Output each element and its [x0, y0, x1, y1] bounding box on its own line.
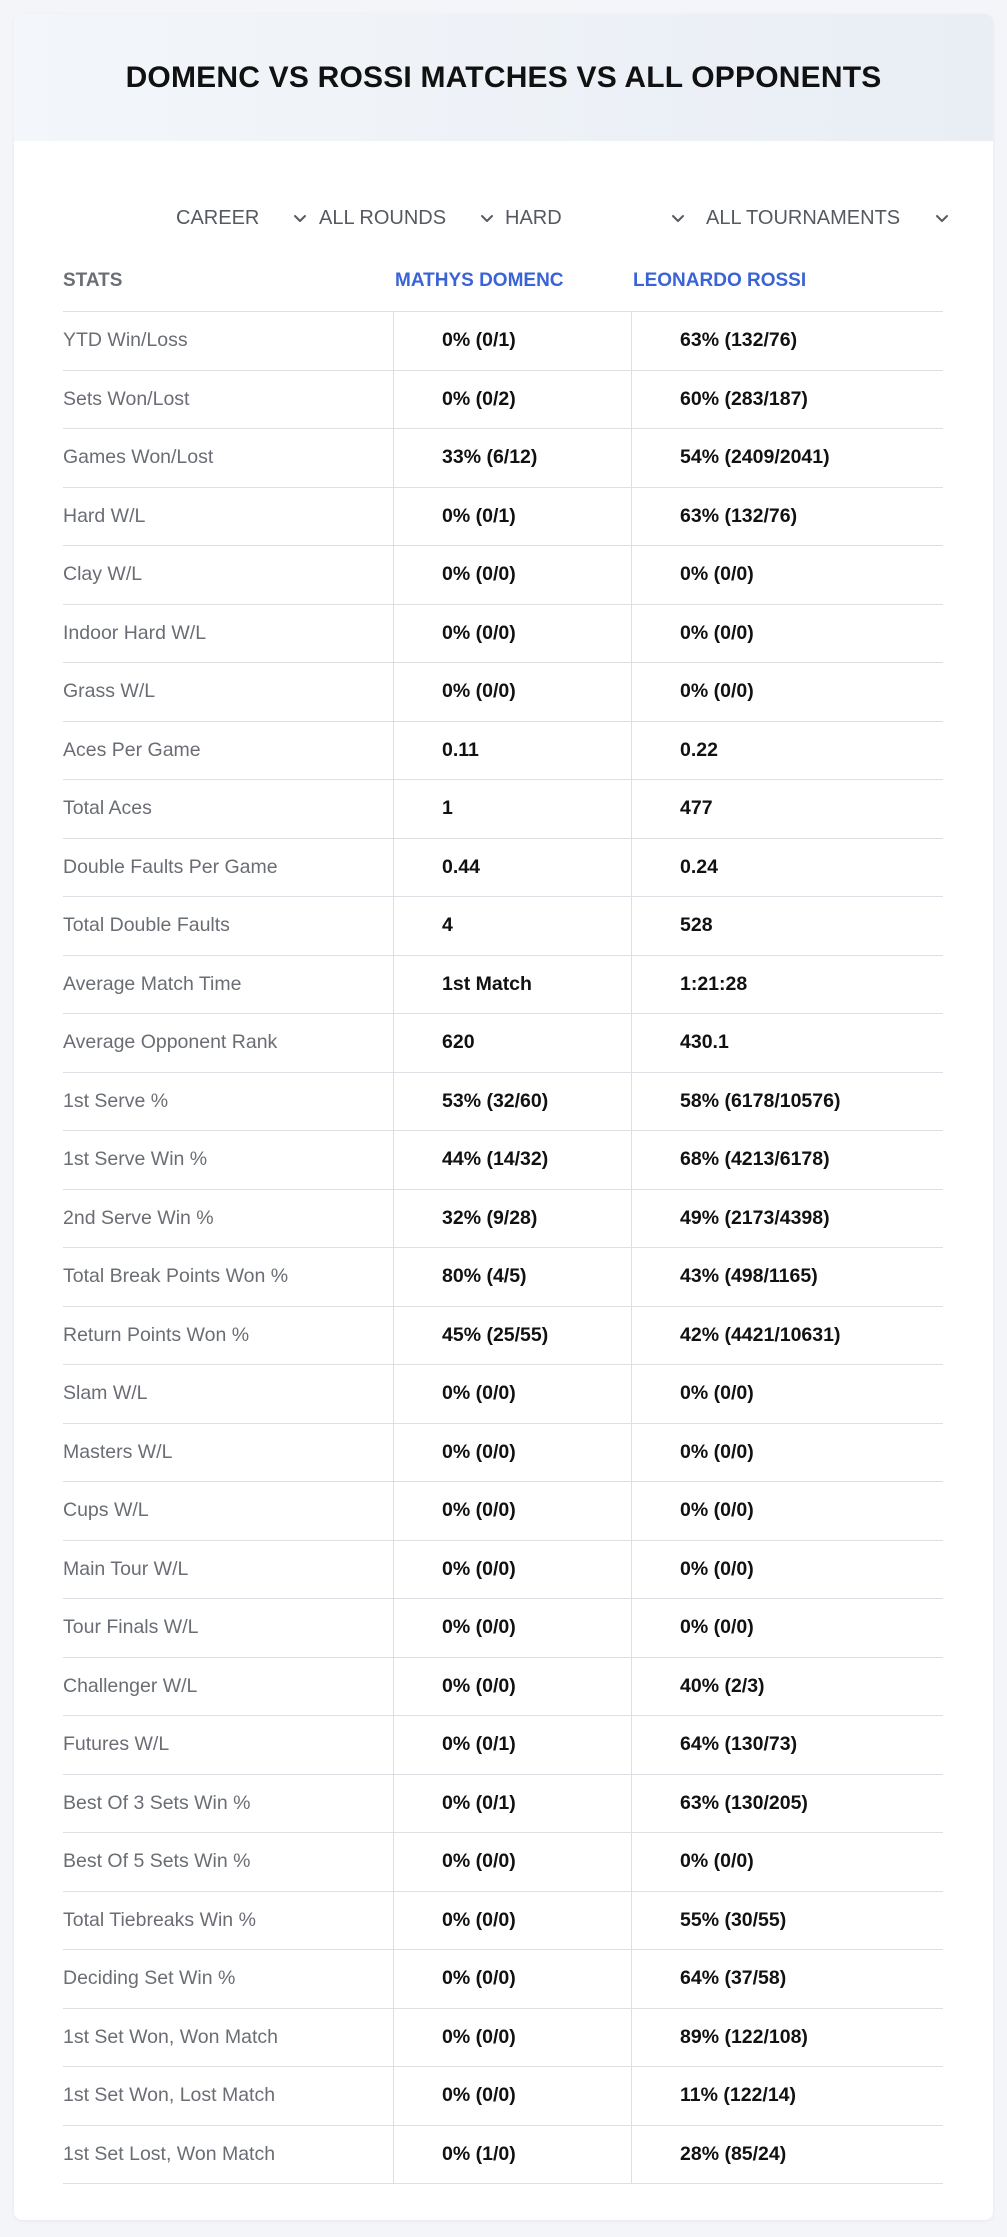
player1-value: 0% (0/0): [393, 1482, 631, 1540]
stat-label: Total Break Points Won %: [63, 1265, 289, 1288]
player1-value: 0% (0/1): [393, 312, 631, 370]
stat-label: 1st Set Won, Won Match: [63, 2025, 278, 2048]
player2-value: 0% (0/0): [631, 1482, 943, 1540]
player1-column-header[interactable]: MATHYS DOMENC: [395, 270, 564, 291]
player2-value: 0% (0/0): [631, 1541, 943, 1599]
player1-value: 4: [393, 897, 631, 955]
table-row: [63, 1658, 943, 1717]
table-row: [63, 1365, 943, 1424]
period-select[interactable]: [176, 190, 312, 246]
table-row: [63, 897, 943, 956]
stats-table: [63, 252, 943, 2184]
stat-label: Grass W/L: [63, 680, 156, 703]
table-body: [63, 312, 943, 2184]
table-row: [63, 1716, 943, 1775]
chevron-down-icon: [930, 206, 954, 230]
table-row: [63, 1190, 943, 1249]
player1-value: 0% (0/2): [393, 371, 631, 429]
table-row: [63, 1131, 943, 1190]
player1-value: 1st Match: [393, 956, 631, 1014]
stat-label: Total Double Faults: [63, 914, 230, 937]
stat-label: 2nd Serve Win %: [63, 1206, 214, 1229]
table-row: [63, 371, 943, 430]
stat-label: Return Points Won %: [63, 1323, 250, 1346]
stat-label: Best Of 5 Sets Win %: [63, 1850, 251, 1873]
player2-value: 49% (2173/4398): [631, 1190, 943, 1248]
player2-value: 11% (122/14): [631, 2067, 943, 2125]
player1-value: 0% (0/0): [393, 1541, 631, 1599]
table-row: [63, 780, 943, 839]
table-row: [63, 488, 943, 547]
player2-value: 43% (498/1165): [631, 1248, 943, 1306]
stat-label: Total Tiebreaks Win %: [63, 1908, 256, 1931]
stat-label: Best Of 3 Sets Win %: [63, 1791, 251, 1814]
player1-value: 33% (6/12): [393, 429, 631, 487]
table-row: [63, 2126, 943, 2185]
table-row: [63, 1307, 943, 1366]
stat-label: Sets Won/Lost: [63, 387, 190, 410]
player2-value: 60% (283/187): [631, 371, 943, 429]
player2-value: 0.24: [631, 839, 943, 897]
table-row: [63, 1833, 943, 1892]
player1-value: 0% (0/0): [393, 1365, 631, 1423]
stat-label: 1st Serve %: [63, 1089, 169, 1112]
stat-label: Slam W/L: [63, 1382, 148, 1405]
player2-value: 89% (122/108): [631, 2009, 943, 2067]
table-row: [63, 429, 943, 488]
table-row: [63, 1950, 943, 2009]
player1-value: 0% (0/1): [393, 1716, 631, 1774]
player2-value: 63% (132/76): [631, 312, 943, 370]
table-row: [63, 1599, 943, 1658]
stat-label: Games Won/Lost: [63, 446, 214, 469]
tournament-select[interactable]: [706, 190, 954, 246]
player1-value: 80% (4/5): [393, 1248, 631, 1306]
table-row: [63, 1541, 943, 1600]
stat-label: Average Opponent Rank: [63, 1031, 278, 1054]
player2-value: 0% (0/0): [631, 605, 943, 663]
stat-label: Tour Finals W/L: [63, 1616, 199, 1639]
table-row: [63, 2067, 943, 2126]
stat-label: 1st Serve Win %: [63, 1148, 208, 1171]
player2-value: 28% (85/24): [631, 2126, 943, 2184]
player1-value: 0% (0/0): [393, 663, 631, 721]
player1-value: 32% (9/28): [393, 1190, 631, 1248]
player2-value: 477: [631, 780, 943, 838]
player2-value: 430.1: [631, 1014, 943, 1072]
player1-value: 620: [393, 1014, 631, 1072]
player1-value: 53% (32/60): [393, 1073, 631, 1131]
stat-label: Main Tour W/L: [63, 1557, 189, 1580]
table-row: [63, 722, 943, 781]
stat-label: Cups W/L: [63, 1499, 149, 1522]
player1-value: 45% (25/55): [393, 1307, 631, 1365]
table-row: [63, 663, 943, 722]
table-row: [63, 2009, 943, 2068]
page-title: DOMENC VS ROSSI MATCHES VS ALL OPPONENTS: [125, 60, 882, 94]
player1-value: 0% (0/0): [393, 546, 631, 604]
player1-value: 0% (0/0): [393, 1424, 631, 1482]
player1-value: 0.44: [393, 839, 631, 897]
player1-value: 0% (0/0): [393, 2067, 631, 2125]
stat-label: Total Aces: [63, 797, 152, 820]
stat-label: 1st Set Won, Lost Match: [63, 2084, 276, 2107]
round-select[interactable]: [319, 190, 499, 246]
player1-value: 0% (0/0): [393, 1599, 631, 1657]
player2-column-header[interactable]: LEONARDO ROSSI: [633, 270, 807, 291]
stat-label: Challenger W/L: [63, 1674, 198, 1697]
table-row: [63, 1014, 943, 1073]
player2-value: 0.22: [631, 722, 943, 780]
player2-value: 54% (2409/2041): [631, 429, 943, 487]
player2-value: 40% (2/3): [631, 1658, 943, 1716]
player2-value: 1:21:28: [631, 956, 943, 1014]
player1-value: 0% (0/0): [393, 2009, 631, 2067]
stats-column-header: STATS: [63, 270, 123, 291]
player2-value: 64% (130/73): [631, 1716, 943, 1774]
period-select-value: CAREER: [176, 206, 260, 229]
table-row: [63, 1424, 943, 1483]
player2-value: 0% (0/0): [631, 546, 943, 604]
player2-value: 64% (37/58): [631, 1950, 943, 2008]
player2-value: 63% (130/205): [631, 1775, 943, 1833]
card-header: [14, 14, 993, 141]
chevron-down-icon: [475, 206, 499, 230]
stat-label: Indoor Hard W/L: [63, 621, 207, 644]
player1-value: 0.11: [393, 722, 631, 780]
round-select-value: ALL ROUNDS: [319, 206, 447, 229]
stat-label: Double Faults Per Game: [63, 855, 278, 878]
chevron-down-icon: [666, 206, 690, 230]
player2-value: 63% (132/76): [631, 488, 943, 546]
player1-value: 0% (0/1): [393, 488, 631, 546]
filter-bar: [14, 190, 993, 246]
player2-value: 68% (4213/6178): [631, 1131, 943, 1189]
player2-value: 0% (0/0): [631, 1424, 943, 1482]
surface-select[interactable]: [505, 190, 690, 246]
stat-label: Masters W/L: [63, 1440, 173, 1463]
player1-value: 0% (0/0): [393, 1833, 631, 1891]
table-row: [63, 312, 943, 371]
player2-value: 58% (6178/10576): [631, 1073, 943, 1131]
stat-label: Average Match Time: [63, 972, 242, 995]
player2-value: 0% (0/0): [631, 1833, 943, 1891]
player2-value: 0% (0/0): [631, 663, 943, 721]
player1-value: 0% (0/0): [393, 1658, 631, 1716]
player2-value: 528: [631, 897, 943, 955]
table-row: [63, 605, 943, 664]
table-row: [63, 1892, 943, 1951]
table-row: [63, 1482, 943, 1541]
stat-label: Aces Per Game: [63, 738, 201, 761]
player1-value: 44% (14/32): [393, 1131, 631, 1189]
stat-label: 1st Set Lost, Won Match: [63, 2142, 276, 2165]
chevron-down-icon: [288, 206, 312, 230]
table-row: [63, 1775, 943, 1834]
player1-value: 0% (1/0): [393, 2126, 631, 2184]
player2-value: 55% (30/55): [631, 1892, 943, 1950]
table-row: [63, 546, 943, 605]
player1-value: 0% (0/0): [393, 1892, 631, 1950]
player2-value: 0% (0/0): [631, 1599, 943, 1657]
stats-card: [14, 14, 993, 2220]
stat-label: YTD Win/Loss: [63, 329, 188, 352]
table-header: [63, 252, 943, 312]
tournament-select-value: ALL TOURNAMENTS: [706, 206, 901, 229]
stat-label: Clay W/L: [63, 563, 143, 586]
player1-value: 0% (0/1): [393, 1775, 631, 1833]
player1-value: 0% (0/0): [393, 605, 631, 663]
player1-value: 1: [393, 780, 631, 838]
stat-label: Hard W/L: [63, 504, 146, 527]
table-row: [63, 839, 943, 898]
player2-value: 42% (4421/10631): [631, 1307, 943, 1365]
stat-label: Futures W/L: [63, 1733, 170, 1756]
surface-select-value: HARD: [505, 206, 562, 229]
table-row: [63, 956, 943, 1015]
stat-label: Deciding Set Win %: [63, 1967, 236, 1990]
table-row: [63, 1248, 943, 1307]
table-row: [63, 1073, 943, 1132]
player2-value: 0% (0/0): [631, 1365, 943, 1423]
player1-value: 0% (0/0): [393, 1950, 631, 2008]
